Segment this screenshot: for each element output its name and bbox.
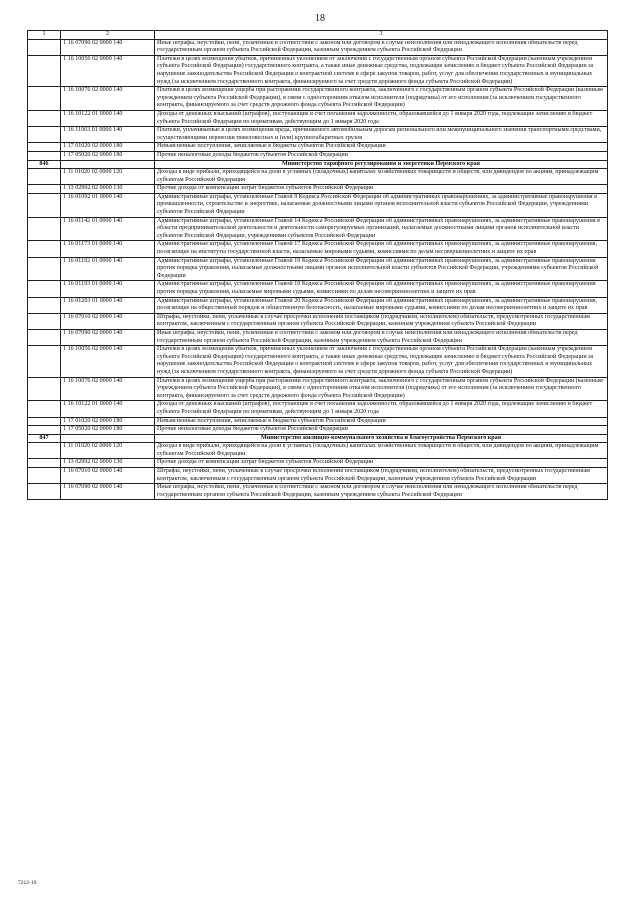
- table-row: [28, 417, 608, 426]
- empty-number-cell: [28, 426, 61, 435]
- administrator-number: 847: [28, 434, 61, 443]
- income-description: Административные штрафы, установленные Главой 19 Кодекса Российской Федерации об административных правонарушениях, за административные правонарушения против порядка управления, налагаемые должностными лицами органов исполнительной власти субъектов Российской Федерации, учреждениями субъектов Российской Федерации: [155, 257, 608, 281]
- income-code: 1 16 10076 02 0000 140: [61, 377, 155, 401]
- empty-number-cell: [28, 313, 61, 329]
- table-row: [28, 151, 608, 160]
- table-row: [28, 459, 608, 468]
- table-row: [28, 401, 608, 417]
- income-description: Доходы в виде прибыли, приходящейся на доли в уставных (складочных) капиталах хозяйственных товариществ и обществ, или дивидендов по акциям, принадлежащим субъектам Российской Федерации: [155, 443, 608, 459]
- empty-number-cell: [28, 443, 61, 459]
- income-description: Платежи, уплачиваемые в целях возмещения вреда, причиняемого автомобильным дорогам регионального или межмуниципального значения транспортными средствами, осуществляющими перевозки тяжеловесных и (или) крупногабаритных грузов: [155, 127, 608, 143]
- section-row: [28, 434, 608, 443]
- empty-number-cell: [28, 401, 61, 417]
- income-description: Невыясненные поступления, зачисляемые в бюджеты субъектов Российской Федерации: [155, 143, 608, 152]
- table-row: [28, 185, 608, 194]
- table-row: [28, 346, 608, 377]
- empty-number-cell: [28, 87, 61, 111]
- income-description: Прочие доходы от компенсации затрат бюджетов субъектов Российской Федерации: [155, 185, 608, 194]
- empty-number-cell: [28, 459, 61, 468]
- income-code: 1 16 01173 01 0000 140: [61, 241, 155, 257]
- table-row: [28, 127, 608, 143]
- income-description: Административные штрафы, установленные Главой 14 Кодекса Российской Федерации об административных правонарушениях, за административные правонарушения в области предпринимательской деятельности и деятельности саморегулируемых организаций, налагаемые должностными лицами органов исполнительной власти субъектов Российской Федерации, учреждениями субъектов Российской Федерации: [155, 217, 608, 241]
- income-codes-table: [27, 30, 608, 500]
- empty-code-cell: [61, 434, 155, 443]
- empty-number-cell: [28, 143, 61, 152]
- empty-number-cell: [28, 377, 61, 401]
- empty-number-cell: [28, 217, 61, 241]
- income-code: 1 17 01020 02 0000 180: [61, 417, 155, 426]
- empty-number-cell: [28, 484, 61, 500]
- table-row: [28, 426, 608, 435]
- empty-number-cell: [28, 468, 61, 484]
- page-number: 18: [315, 13, 325, 24]
- empty-code-cell: [61, 160, 155, 169]
- empty-number-cell: [28, 110, 61, 126]
- income-code: 1 11 01020 02 0000 120: [61, 169, 155, 185]
- income-code: 1 16 10056 02 0000 140: [61, 346, 155, 377]
- table-row: [28, 329, 608, 345]
- income-code: 1 16 10122 01 0000 140: [61, 110, 155, 126]
- income-code: 1 16 01092 01 0000 140: [61, 193, 155, 217]
- income-description: Штрафы, неустойки, пени, уплаченные в случае просрочки исполнения поставщиком (подрядчиком, исполнителем) обязательств, предусмотренных государственным контрактом, заключенным с государственным органом субъекта Российской Федерации, казенным учреждением субъекта Российской Федерации: [155, 313, 608, 329]
- income-code: 1 16 10076 02 0000 140: [61, 87, 155, 111]
- table-row: [28, 193, 608, 217]
- empty-number-cell: [28, 257, 61, 281]
- table-row: [28, 468, 608, 484]
- document-footer-code: 7212-19: [18, 880, 37, 886]
- income-code: 1 17 05020 02 0000 180: [61, 151, 155, 160]
- income-description: Административные штрафы, установленные Главой 19 Кодекса Российской Федерации об административных правонарушениях, за административные правонарушения против порядка управления, налагаемые мировыми судьями, комиссиями по делам несовершеннолетних и защите их прав: [155, 281, 608, 297]
- income-description: Платежи в целях возмещения убытков, причиненных уклонением от заключения с государственным органом субъекта Российской Федерации (казенным учреждением субъекта Российской Федерации) государственного контракта, а также иные денежные средства, подлежащие зачислению в бюджет субъекта Российской Федерации за нарушение законодательства Российской Федерации о контрактной системе в сфере закупок товаров, работ, услуг для обеспечения государственных и муниципальных нужд (за исключением государственного контракта, финансируемого за счет средств дорожного фонда субъекта Российской Федерации): [155, 346, 608, 377]
- income-code: 1 16 10122 01 0000 140: [61, 401, 155, 417]
- table-row: [28, 87, 608, 111]
- income-description: Доходы от денежных взысканий (штрафов), поступающие в счет погашения задолженности, образовавшейся до 1 января 2020 года, подлежащие зачислению в бюджет субъекта Российской Федерации по нормативам, действующим до 1 января 2020 года: [155, 110, 608, 126]
- empty-number-cell: [28, 55, 61, 86]
- empty-number-cell: [28, 127, 61, 143]
- income-code: 1 16 01192 01 0000 140: [61, 257, 155, 281]
- income-code: 1 11 01020 02 0000 120: [61, 443, 155, 459]
- income-description: Платежи в целях возмещения убытков, причиненных уклонением от заключения с государственным органом субъекта Российской Федерации (казенным учреждением субъекта Российской Федерации) государственного контракта, а также иные денежные средства, подлежащие зачислению в бюджет субъекта Российской Федерации за нарушение законодательства Российской Федерации о контрактной системе в сфере закупок товаров, работ, услуг для обеспечения государственных и муниципальных нужд (за исключением государственного контракта, финансируемого за счет средств дорожного фонда субъекта Российской Федерации): [155, 55, 608, 86]
- table-row: [28, 143, 608, 152]
- income-description: Иные штрафы, неустойки, пени, уплаченные в соответствии с законом или договором в случае неисполнения или ненадлежащего исполнения обязательств перед государственным органом субъекта Российской Федерации, казенным учреждением субъекта Российской Федерации: [155, 484, 608, 500]
- income-description: Иные штрафы, неустойки, пени, уплаченные в соответствии с законом или договором в случае неисполнения или ненадлежащего исполнения обязательств перед государственным органом субъекта Российской Федерации, казенным учреждением субъекта Российской Федерации: [155, 329, 608, 345]
- income-code: 1 16 07010 02 0000 140: [61, 313, 155, 329]
- table-row: [28, 313, 608, 329]
- empty-number-cell: [28, 185, 61, 194]
- income-description: Прочие неналоговые доходы бюджетов субъектов Российской Федерации: [155, 151, 608, 160]
- income-description: Иные штрафы, неустойки, пени, уплаченные в соответствии с законом или договором в случае неисполнения или ненадлежащего исполнения обязательств перед государственным органом субъекта Российской Федерации, казенным учреждением субъекта Российской Федерации: [155, 39, 608, 55]
- empty-number-cell: [28, 39, 61, 55]
- table-row: [28, 297, 608, 313]
- header-col-1: 1: [28, 31, 61, 40]
- empty-number-cell: [28, 169, 61, 185]
- income-code: 1 16 01203 01 0000 140: [61, 297, 155, 313]
- empty-number-cell: [28, 193, 61, 217]
- income-description: Доходы от денежных взысканий (штрафов), поступающие в счет погашения задолженности, образовавшейся до 1 января 2020 года, подлежащие зачислению в бюджет субъекта Российской Федерации по нормативам, действующим до 1 января 2020 года: [155, 401, 608, 417]
- income-code: 1 17 01020 02 0000 180: [61, 143, 155, 152]
- income-code: 1 16 07010 02 0000 140: [61, 468, 155, 484]
- income-description: Прочие неналоговые доходы бюджетов субъектов Российской Федерации: [155, 426, 608, 435]
- table-row: [28, 55, 608, 86]
- income-description: Административные штрафы, установленные Главой 17 Кодекса Российской Федерации об административных правонарушениях, за административные правонарушения, посягающие на институты государственной власти, налагаемые мировыми судьями, комиссиями по делам несовершеннолетних и защите их прав: [155, 241, 608, 257]
- income-code: 1 16 01193 01 0000 140: [61, 281, 155, 297]
- table-row: [28, 241, 608, 257]
- income-description: Административные штрафы, установленные Главой 9 Кодекса Российской Федерации об административных правонарушениях, за административные правонарушения в промышленности, строительстве и энергетике, налагаемые должностными лицами органов исполнительной власти субъектов Российской Федерации, учреждениями субъектов Российской Федерации: [155, 193, 608, 217]
- table-row: [28, 169, 608, 185]
- table-row: [28, 377, 608, 401]
- income-code: 1 13 02992 02 0000 130: [61, 185, 155, 194]
- income-description: Платежи в целях возмещения ущерба при расторжении государственного контракта, заключенного с государственным органом субъекта Российской Федерации (казенным учреждением субъекта Российской Федерации), в связи с односторонним отказом исполнителя (подрядчика) от его исполнения (за исключением государственного контракта, финансируемого за счет средств дорожного фонда субъекта Российской Федерации): [155, 87, 608, 111]
- empty-number-cell: [28, 346, 61, 377]
- table-row: [28, 110, 608, 126]
- administrator-name: Министерство тарифного регулирования и энергетики Пермского края: [155, 160, 608, 169]
- header-col-3: 3: [155, 31, 608, 40]
- income-description: Административные штрафы, установленные Главой 20 Кодекса Российской Федерации об административных правонарушениях, за административные правонарушения, посягающие на общественный порядок и общественную безопасность, налагаемые мировыми судьями, комиссиями по делам несовершеннолетних и защите их прав: [155, 297, 608, 313]
- income-code: 1 16 10056 02 0000 140: [61, 55, 155, 86]
- empty-number-cell: [28, 151, 61, 160]
- income-description: Невыясненные поступления, зачисляемые в бюджеты субъектов Российской Федерации: [155, 417, 608, 426]
- income-description: Платежи в целях возмещения ущерба при расторжении государственного контракта, заключенного с государственным органом субъекта Российской Федерации (казенным учреждением субъекта Российской Федерации), в связи с односторонним отказом исполнителя (подрядчика) от его исполнения (за исключением государственного контракта, финансируемого за счет средств дорожного фонда субъекта Российской Федерации): [155, 377, 608, 401]
- administrator-name: Министерство жилищно-коммунального хозяйства и благоустройства Пермского края: [155, 434, 608, 443]
- table-row: [28, 217, 608, 241]
- income-code: 1 16 07090 02 0000 140: [61, 484, 155, 500]
- empty-number-cell: [28, 329, 61, 345]
- income-code: 1 17 05020 02 0000 180: [61, 426, 155, 435]
- income-code: 1 16 11063 01 0000 140: [61, 127, 155, 143]
- table-row: [28, 443, 608, 459]
- empty-number-cell: [28, 241, 61, 257]
- administrator-number: 846: [28, 160, 61, 169]
- table-header-row: [28, 31, 608, 40]
- empty-number-cell: [28, 417, 61, 426]
- section-row: [28, 160, 608, 169]
- table-row: [28, 484, 608, 500]
- table-row: [28, 281, 608, 297]
- income-description: Прочие доходы от компенсации затрат бюджетов субъектов Российской Федерации: [155, 459, 608, 468]
- income-code: 1 16 07090 02 0000 140: [61, 39, 155, 55]
- header-col-2: 2: [61, 31, 155, 40]
- table-row: [28, 39, 608, 55]
- empty-number-cell: [28, 297, 61, 313]
- income-code: 1 16 01142 01 0000 140: [61, 217, 155, 241]
- income-code: 1 16 07090 02 0000 140: [61, 329, 155, 345]
- empty-number-cell: [28, 281, 61, 297]
- income-code: 1 13 02992 02 0000 130: [61, 459, 155, 468]
- table-row: [28, 257, 608, 281]
- income-description: Доходы в виде прибыли, приходящейся на доли в уставных (складочных) капиталах хозяйственных товариществ и обществ, или дивидендов по акциям, принадлежащим субъектам Российской Федерации: [155, 169, 608, 185]
- income-description: Штрафы, неустойки, пени, уплаченные в случае просрочки исполнения поставщиком (подрядчиком, исполнителем) обязательств, предусмотренных государственным контрактом, заключенным с государственным органом субъекта Российской Федерации, казенным учреждением субъекта Российской Федерации: [155, 468, 608, 484]
